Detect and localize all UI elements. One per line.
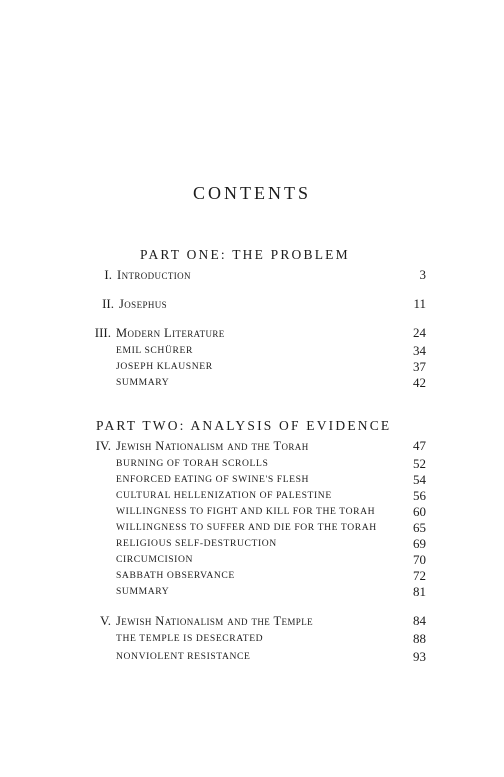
subentry-title: WILLINGNESS TO FIGHT AND KILL FOR THE TORAH — [116, 506, 376, 517]
subentry-title: RELIGIOUS SELF-DESTRUCTION — [116, 538, 277, 549]
page-number: 11 — [413, 296, 426, 311]
toc-chapter-torah — [0, 438, 504, 456]
chapter-title: Modern Literature — [116, 326, 225, 340]
chapter-title: Jewish Nationalism and the Torah — [116, 439, 309, 453]
page-number: 70 — [413, 552, 426, 567]
page-number: 65 — [413, 520, 426, 535]
chapter-numeral: I. — [104, 267, 112, 282]
page-number: 54 — [413, 472, 426, 487]
subentry-title: CIRCUMCISION — [116, 554, 194, 565]
toc-chapter-josephus — [0, 296, 504, 314]
subentry-title: SUMMARY — [116, 377, 170, 388]
page-number: 3 — [419, 267, 426, 282]
toc-subentry — [0, 584, 504, 602]
page-number: 81 — [413, 584, 426, 599]
page-number: 34 — [413, 343, 426, 358]
page-number: 52 — [413, 456, 426, 471]
subentry-title: ENFORCED EATING OF SWINE'S FLESH — [116, 474, 310, 485]
subentry-title: EMIL SCHÜRER — [116, 345, 193, 356]
page-number: 60 — [413, 504, 426, 519]
toc-subentry — [0, 631, 504, 649]
part-two-heading: PART TWO: ANALYSIS OF EVIDENCE — [96, 418, 392, 433]
page-number: 24 — [413, 325, 426, 340]
subentry-title: JOSEPH KLAUSNER — [116, 361, 213, 372]
chapter-numeral: V. — [100, 613, 111, 628]
chapter-numeral: IV. — [95, 438, 111, 453]
subentry-title: BURNING OF TORAH SCROLLS — [116, 458, 269, 469]
chapter-title: Introduction — [117, 268, 191, 282]
subentry-title: THE TEMPLE IS DESECRATED — [116, 633, 264, 644]
subentry-title: SUMMARY — [116, 586, 170, 597]
page-number: 56 — [413, 488, 426, 503]
page-number: 47 — [413, 438, 426, 453]
page-number: 84 — [413, 613, 426, 628]
page-number: 88 — [413, 631, 426, 646]
toc-chapter-introduction — [0, 267, 504, 285]
subentry-title: WILLINGNESS TO SUFFER AND DIE FOR THE TORAH — [116, 522, 377, 533]
chapter-title: Jewish Nationalism and the Temple — [116, 614, 313, 628]
chapter-numeral: II. — [102, 296, 114, 311]
page-number: 93 — [413, 649, 426, 664]
contents-title: CONTENTS — [193, 183, 311, 203]
toc-subentry — [0, 375, 504, 393]
toc-chapter-temple — [0, 613, 504, 631]
part-one-heading: PART ONE: THE PROBLEM — [140, 247, 350, 262]
page-number: 42 — [413, 375, 426, 390]
subentry-title: SABBATH OBSERVANCE — [116, 570, 235, 581]
page-number: 37 — [413, 359, 426, 374]
toc-subentry — [0, 649, 504, 667]
toc-chapter-modern-literature — [0, 325, 504, 343]
subentry-title: CULTURAL HELLENIZATION OF PALESTINE — [116, 490, 332, 501]
page-number: 72 — [413, 568, 426, 583]
page-number: 69 — [413, 536, 426, 551]
chapter-numeral: III. — [94, 325, 111, 340]
chapter-title: Josephus — [119, 297, 168, 311]
subentry-title: NONVIOLENT RESISTANCE — [116, 651, 251, 662]
